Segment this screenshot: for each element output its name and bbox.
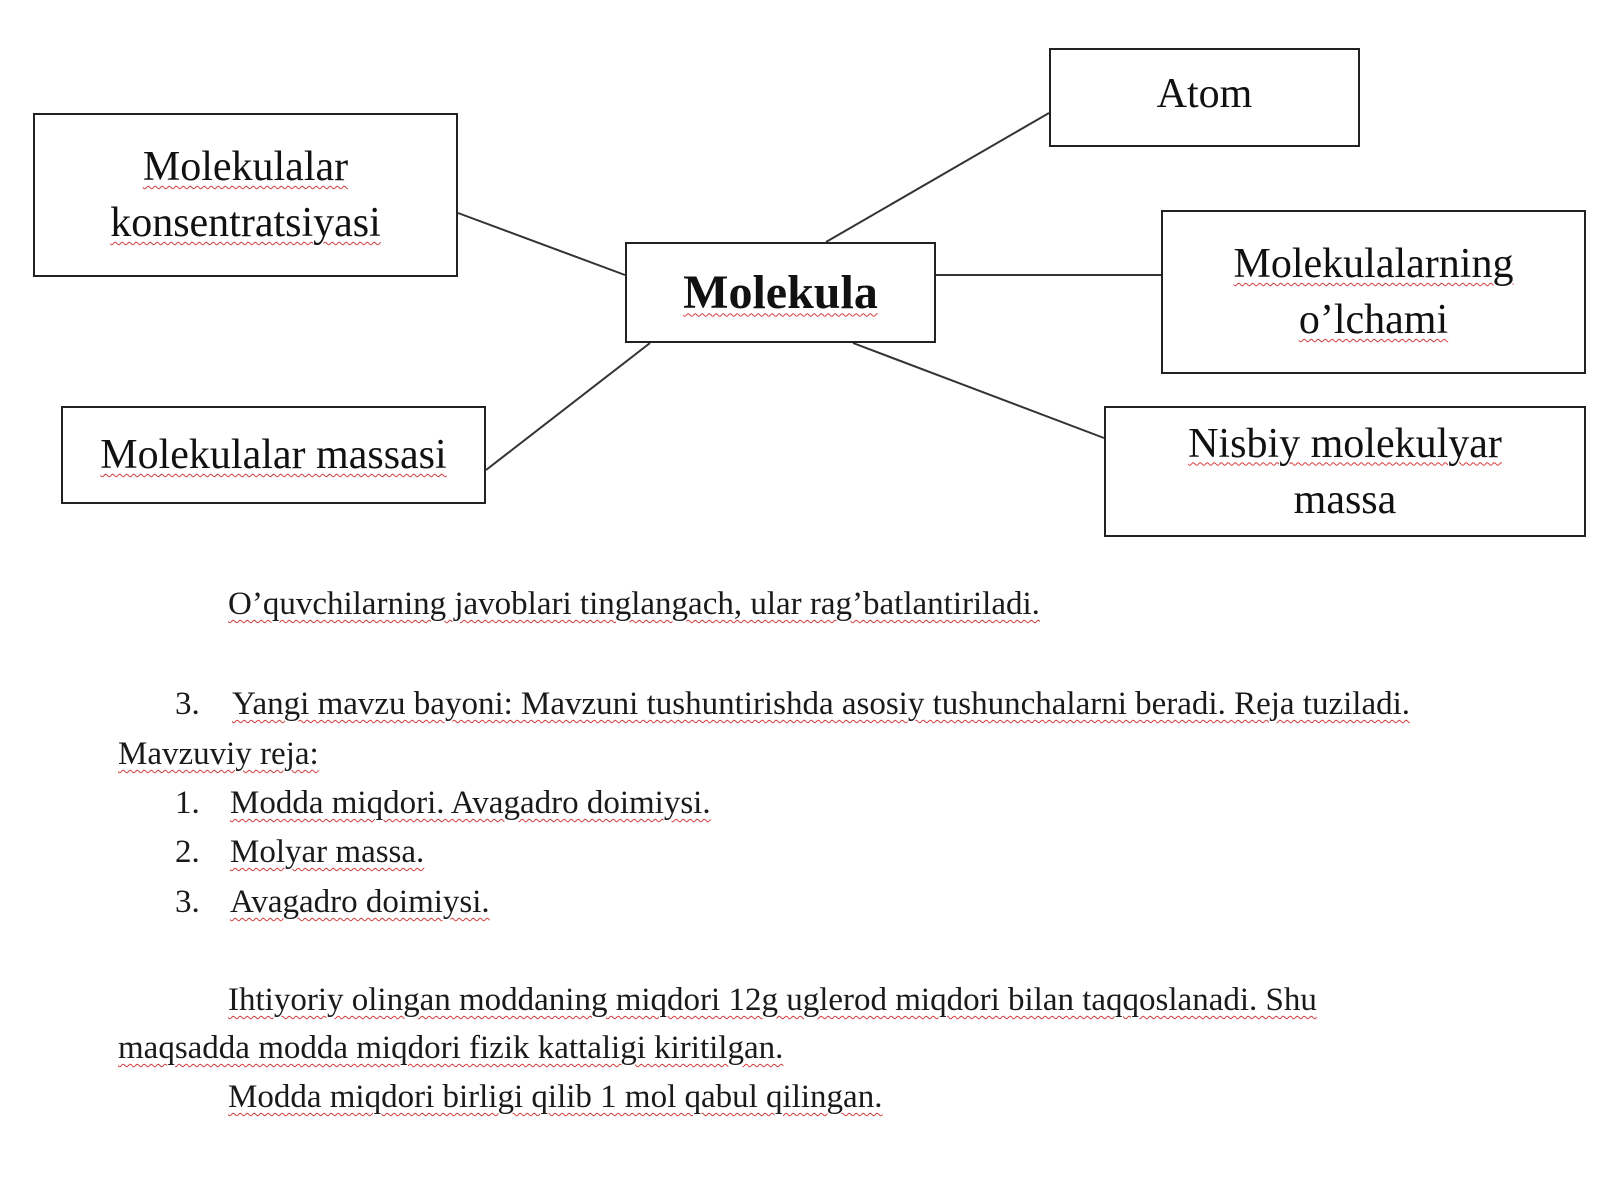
intro-paragraph: O’quvchilarning javoblari tinglangach, ular rag’batlantiriladi. bbox=[228, 586, 1040, 622]
node-atom bbox=[1049, 48, 1360, 147]
connector-atom bbox=[826, 113, 1049, 242]
node-molecule-center bbox=[625, 242, 936, 343]
node-concentration-line2: konsentratsiyasi bbox=[110, 200, 381, 246]
node-relative-mass-line2: massa bbox=[1293, 476, 1397, 523]
node-relative-molecular-mass bbox=[1104, 406, 1586, 537]
plan-item-1-text: Modda miqdori. Avagadro doimiysi. bbox=[230, 785, 711, 821]
plan-item-3-number: 3. bbox=[175, 884, 200, 920]
connector-mass bbox=[486, 343, 650, 470]
connector-relative-mass bbox=[853, 343, 1104, 438]
node-concentration-line1: Molekulalar bbox=[142, 144, 349, 190]
paragraph-1-line1: Ihtiyoriy olingan moddaning miqdori 12g uglerod miqdori bilan taqqoslanadi. Shu bbox=[228, 982, 1317, 1018]
step-number: 3. bbox=[175, 686, 200, 722]
node-relative-mass-line1: Nisbiy molekulyar bbox=[1188, 420, 1502, 467]
plan-item-1-number: 1. bbox=[175, 785, 200, 821]
node-size-line2: o’lchami bbox=[1298, 297, 1449, 343]
node-molecule-concentration bbox=[33, 113, 458, 277]
node-center-label: Molekula bbox=[683, 265, 878, 319]
plan-item-3-text: Avagadro doimiysi. bbox=[230, 884, 490, 920]
node-size-line1: Molekulalarning bbox=[1233, 241, 1514, 287]
node-atom-label: Atom bbox=[1156, 71, 1253, 117]
plan-item-2-number: 2. bbox=[175, 834, 200, 870]
node-molecule-mass bbox=[61, 406, 486, 504]
plan-item-2-text: Molyar massa. bbox=[230, 834, 425, 870]
connector-concentration bbox=[458, 213, 625, 275]
paragraph-1-line2: maqsadda modda miqdori fizik kattaligi kiritilgan. bbox=[118, 1030, 784, 1066]
step-text-line1: Yangi mavzu bayoni: Mavzuni tushuntirishda asosiy tushunchalarni beradi. Reja tuziladi. bbox=[232, 686, 1411, 722]
step-text-line2: Mavzuviy reja: bbox=[118, 736, 319, 772]
node-molecule-size bbox=[1161, 210, 1586, 374]
paragraph-2: Modda miqdori birligi qilib 1 mol qabul qilingan. bbox=[228, 1079, 883, 1115]
node-mass-label: Molekulalar massasi bbox=[100, 432, 447, 478]
